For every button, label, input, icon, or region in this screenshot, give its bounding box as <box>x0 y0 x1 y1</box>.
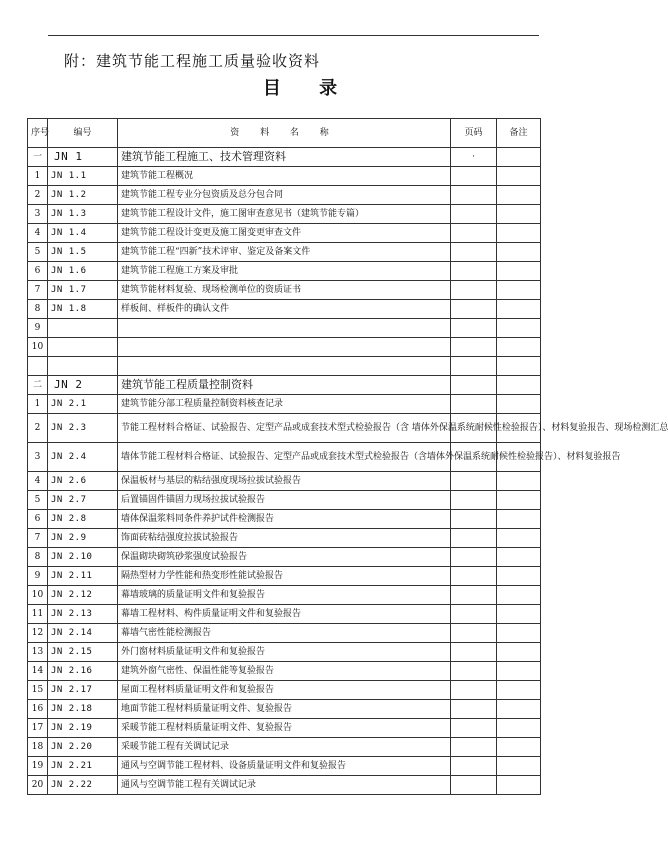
row-code: JN 1.3 <box>48 205 118 224</box>
row-note <box>497 738 541 757</box>
list-item <box>28 662 541 681</box>
row-no: 6 <box>28 262 48 281</box>
row-title: 饰面砖粘结强度拉拔试验报告 <box>118 529 451 548</box>
row-note <box>497 681 541 700</box>
row-no: 13 <box>28 643 48 662</box>
list-item <box>28 681 541 700</box>
row-code: JN 2.13 <box>48 605 118 624</box>
list-item <box>28 567 541 586</box>
row-page <box>451 624 497 643</box>
row-no: 18 <box>28 738 48 757</box>
row-title: 建筑外窗气密性、保温性能等复验报告 <box>118 662 451 681</box>
row-page <box>451 300 497 319</box>
row-page <box>451 776 497 795</box>
list-item <box>28 224 541 243</box>
row-note <box>497 491 541 510</box>
row-title: 幕墙玻璃的质量证明文件和复验报告 <box>118 586 451 605</box>
row-code: JN 1.4 <box>48 224 118 243</box>
header-row <box>28 119 541 148</box>
row-title: 幕墙工程材料、构件质量证明文件和复验报告 <box>118 605 451 624</box>
list-item <box>28 205 541 224</box>
row-no: 5 <box>28 243 48 262</box>
list-item <box>28 338 541 357</box>
row-page <box>451 205 497 224</box>
list-item <box>28 510 541 529</box>
section-no: 二 <box>28 376 48 395</box>
row-note <box>497 338 541 357</box>
row-note <box>497 700 541 719</box>
row-title: 通风与空调节能工程有关调试记录 <box>118 776 451 795</box>
list-item <box>28 319 541 338</box>
row-code: JN 1.6 <box>48 262 118 281</box>
row-page <box>451 757 497 776</box>
row-code: JN 2.20 <box>48 738 118 757</box>
top-rule <box>48 35 539 36</box>
list-item <box>28 643 541 662</box>
spacer-cell <box>497 357 541 376</box>
row-no: 15 <box>28 681 48 700</box>
row-page <box>451 662 497 681</box>
spacer-cell <box>118 357 451 376</box>
row-code: JN 1.5 <box>48 243 118 262</box>
row-code: JN 2.14 <box>48 624 118 643</box>
row-code: JN 2.9 <box>48 529 118 548</box>
row-no: 9 <box>28 567 48 586</box>
row-note <box>497 567 541 586</box>
list-item <box>28 738 541 757</box>
row-page <box>451 319 497 338</box>
row-no: 5 <box>28 491 48 510</box>
row-page <box>451 338 497 357</box>
row-no: 4 <box>28 224 48 243</box>
section-page: · <box>451 148 497 167</box>
row-title: 隔热型材力学性能和热变形性能试验报告 <box>118 567 451 586</box>
section-row-1 <box>28 148 541 167</box>
row-title: 建筑节能工程设计文件，施工图审查意见书（建筑节能专篇） <box>118 205 451 224</box>
list-item <box>28 757 541 776</box>
row-code: JN 2.18 <box>48 700 118 719</box>
row-no: 4 <box>28 472 48 491</box>
list-item <box>28 167 541 186</box>
row-page <box>451 281 497 300</box>
row-title: 幕墙气密性能检测报告 <box>118 624 451 643</box>
row-no: 6 <box>28 510 48 529</box>
row-no: 10 <box>28 586 48 605</box>
row-code: JN 2.21 <box>48 757 118 776</box>
row-title: 采暖节能工程材料质量证明文件、复验报告 <box>118 719 451 738</box>
row-page <box>451 586 497 605</box>
list-item <box>28 472 541 491</box>
row-title: 通风与空调节能工程材料、设备质量证明文件和复验报告 <box>118 757 451 776</box>
row-no: 7 <box>28 281 48 300</box>
row-code: JN 2.1 <box>48 395 118 414</box>
spacer-cell <box>48 357 118 376</box>
section-no: 一 <box>28 148 48 167</box>
row-note <box>497 510 541 529</box>
spacer-cell <box>28 357 48 376</box>
row-title: 保温砌块砌筑砂浆强度试验报告 <box>118 548 451 567</box>
row-note <box>497 757 541 776</box>
row-code: JN 2.19 <box>48 719 118 738</box>
list-item <box>28 243 541 262</box>
row-title: 建筑节能工程概况 <box>118 167 451 186</box>
list-item <box>28 262 541 281</box>
row-page <box>451 262 497 281</box>
row-no: 20 <box>28 776 48 795</box>
list-item <box>28 281 541 300</box>
row-title: 外门窗材料质量证明文件和复验报告 <box>118 643 451 662</box>
list-item <box>28 605 541 624</box>
row-note <box>497 243 541 262</box>
row-note <box>497 643 541 662</box>
toc-title: 目 录 <box>262 78 354 99</box>
list-item <box>28 491 541 510</box>
row-no: 19 <box>28 757 48 776</box>
col-header-page: 页码 <box>451 119 497 148</box>
list-item <box>28 300 541 319</box>
row-no: 2 <box>28 414 48 443</box>
section-note <box>497 148 541 167</box>
row-code: JN 2.6 <box>48 472 118 491</box>
row-title: 墙体节能工程材料合格证、试验报告、定型产品或成套技术型式检验报告（含墙体外保温系统耐候性检验报告）、材料复验报告 <box>118 443 451 472</box>
list-item <box>28 414 541 443</box>
row-note <box>497 472 541 491</box>
toc-body <box>28 148 668 795</box>
row-note <box>497 529 541 548</box>
list-item <box>28 719 541 738</box>
row-no: 9 <box>28 319 48 338</box>
section-code: JN 1 <box>48 148 118 167</box>
col-header-code: 编号 <box>48 119 118 148</box>
row-title: 后置锚固件锚固力现场拉拔试验报告 <box>118 491 451 510</box>
row-no: 17 <box>28 719 48 738</box>
row-no: 8 <box>28 548 48 567</box>
row-title: 建筑节能材料复验、现场检测单位的资质证书 <box>118 281 451 300</box>
spacer-row <box>28 357 541 376</box>
row-title: 建筑节能分部工程质量控制资料核查记录 <box>118 395 451 414</box>
row-page <box>451 529 497 548</box>
row-note <box>497 395 541 414</box>
row-title: 建筑节能工程设计变更及施工图变更审查文件 <box>118 224 451 243</box>
row-no: 3 <box>28 205 48 224</box>
row-title: 墙体保温浆料同条件养护试件检测报告 <box>118 510 451 529</box>
row-code: JN 2.12 <box>48 586 118 605</box>
row-title: 节能工程材料合格证、试验报告、定型产品或成套技术型式检验报告（含 墙体外保温系统耐候性检验报告）、材料复验报告、现场检测汇总 <box>118 414 451 443</box>
row-title: 建筑节能工程施工方案及审批 <box>118 262 451 281</box>
row-no: 11 <box>28 605 48 624</box>
row-note <box>497 548 541 567</box>
row-code: JN 1.1 <box>48 167 118 186</box>
row-title: 样板间、样板件的确认文件 <box>118 300 451 319</box>
row-code: JN 1.7 <box>48 281 118 300</box>
row-code: JN 2.11 <box>48 567 118 586</box>
row-no: 2 <box>28 186 48 205</box>
row-title <box>118 319 451 338</box>
row-note <box>497 319 541 338</box>
row-title: 地面节能工程材料质量证明文件、复验报告 <box>118 700 451 719</box>
row-no: 10 <box>28 338 48 357</box>
section-title: 建筑节能工程施工、技术管理资料 <box>118 148 451 167</box>
col-header-name: 资 料 名 称 <box>118 119 451 148</box>
row-page <box>451 719 497 738</box>
row-code: JN 2.8 <box>48 510 118 529</box>
toc-table <box>27 118 668 795</box>
row-no: 12 <box>28 624 48 643</box>
row-title: 屋面工程材料质量证明文件和复验报告 <box>118 681 451 700</box>
row-code: JN 1.2 <box>48 186 118 205</box>
row-title: 建筑节能工程“四新”技术评审、鉴定及备案文件 <box>118 243 451 262</box>
row-title: 采暖节能工程有关调试记录 <box>118 738 451 757</box>
row-page <box>451 605 497 624</box>
row-code: JN 1.8 <box>48 300 118 319</box>
row-note <box>497 586 541 605</box>
row-note <box>497 624 541 643</box>
section-title: 建筑节能工程质量控制资料 <box>118 376 451 395</box>
row-title <box>118 338 451 357</box>
row-page <box>451 491 497 510</box>
row-code: JN 2.22 <box>48 776 118 795</box>
row-code: JN 2.3 <box>48 414 118 443</box>
list-item <box>28 624 541 643</box>
row-no: 7 <box>28 529 48 548</box>
row-note <box>497 662 541 681</box>
row-note <box>497 186 541 205</box>
list-item <box>28 186 541 205</box>
row-note <box>497 167 541 186</box>
row-code: JN 2.15 <box>48 643 118 662</box>
row-note <box>497 281 541 300</box>
row-note <box>497 605 541 624</box>
row-no: 16 <box>28 700 48 719</box>
row-no: 1 <box>28 167 48 186</box>
row-code: JN 2.4 <box>48 443 118 472</box>
row-page <box>451 186 497 205</box>
list-item <box>28 395 541 414</box>
row-note <box>497 262 541 281</box>
section-note <box>497 376 541 395</box>
row-note <box>497 300 541 319</box>
section-row-2 <box>28 376 541 395</box>
section-code: JN 2 <box>48 376 118 395</box>
row-page <box>451 224 497 243</box>
list-item <box>28 776 541 795</box>
row-code <box>48 338 118 357</box>
list-item <box>28 443 541 472</box>
col-header-no: 序号 <box>28 119 48 148</box>
list-item <box>28 548 541 567</box>
row-code <box>48 319 118 338</box>
spacer-cell <box>451 357 497 376</box>
row-page <box>451 510 497 529</box>
row-code: JN 2.16 <box>48 662 118 681</box>
row-page <box>451 167 497 186</box>
row-note <box>497 776 541 795</box>
list-item <box>28 586 541 605</box>
row-page <box>451 548 497 567</box>
row-note <box>497 224 541 243</box>
list-item <box>28 700 541 719</box>
row-page <box>451 243 497 262</box>
section-page <box>451 376 497 395</box>
row-title: 建筑节能工程专业分包资质及总分包合同 <box>118 186 451 205</box>
row-no: 3 <box>28 443 48 472</box>
document-heading: 附：建筑节能工程施工质量验收资料 <box>64 52 321 70</box>
row-no: 14 <box>28 662 48 681</box>
row-title: 保温板材与基层的粘结强度现场拉拔试验报告 <box>118 472 451 491</box>
list-item <box>28 529 541 548</box>
row-no: 8 <box>28 300 48 319</box>
col-header-note: 备注 <box>497 119 541 148</box>
row-page <box>451 738 497 757</box>
row-page <box>451 395 497 414</box>
row-no: 1 <box>28 395 48 414</box>
row-page <box>451 681 497 700</box>
row-note <box>497 719 541 738</box>
row-code: JN 2.10 <box>48 548 118 567</box>
row-note <box>497 205 541 224</box>
row-page <box>451 472 497 491</box>
row-code: JN 2.7 <box>48 491 118 510</box>
row-code: JN 2.17 <box>48 681 118 700</box>
row-page <box>451 643 497 662</box>
row-page <box>451 567 497 586</box>
row-page <box>451 700 497 719</box>
